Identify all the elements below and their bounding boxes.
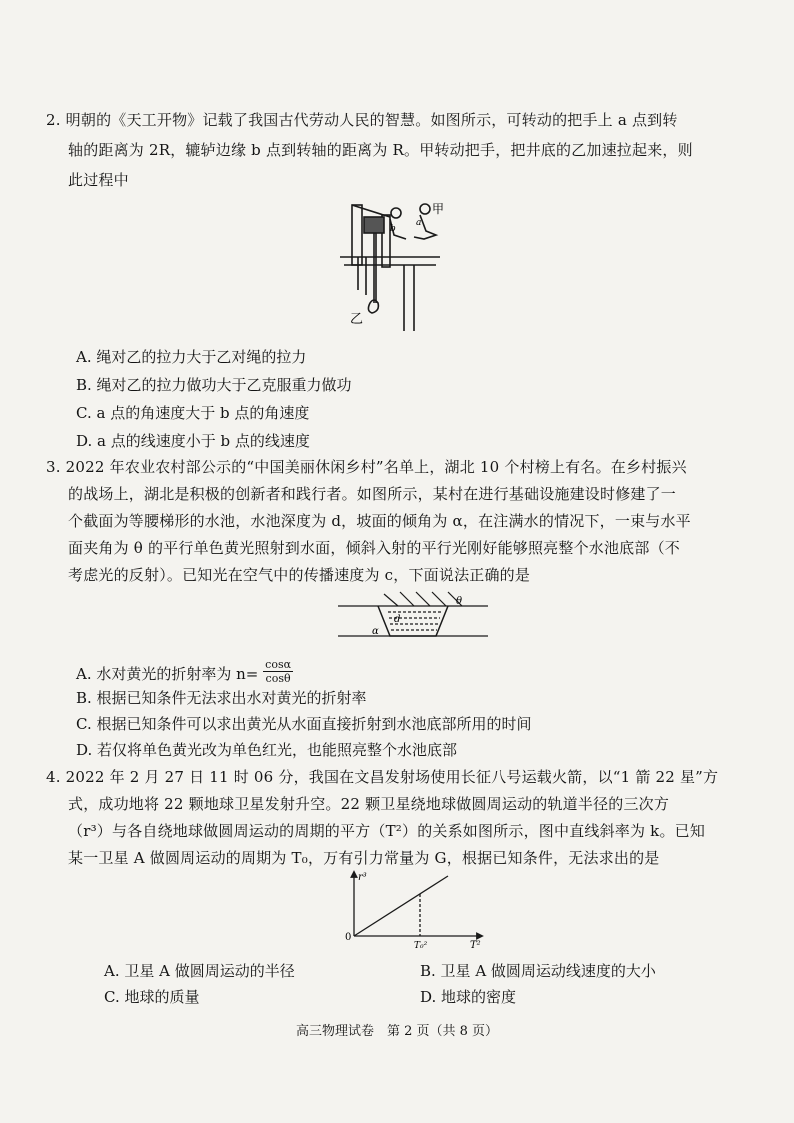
- q2-line-1: 2. 明朝的《天工开物》记载了我国古代劳动人民的智慧。如图所示，可转动的把手上 a 点到转: [46, 111, 678, 129]
- y-axis-label: r³: [358, 872, 367, 883]
- q3-line-1: 3. 2022 年农业农村部公示的“中国美丽休闲乡村”名单上，湖北 10 个村榜上有名。在乡村振兴: [46, 458, 687, 476]
- page-footer: 高三物理试卷 第 2 页（共 8 页）: [295, 1024, 499, 1039]
- q3-option-a-text: A. 水对黄光的折射率为 n=: [76, 665, 259, 683]
- label-yi: 乙: [350, 312, 364, 327]
- r3-vs-t2-graph: [340, 868, 490, 950]
- q4-option-b: B. 卫星 A 做圆周运动线速度的大小: [420, 962, 656, 980]
- label-b: b: [390, 224, 396, 234]
- q2-line-2: 轴的距离为 2R，辘轳边缘 b 点到转轴的距离为 R。甲转动把手，把井底的乙加速拉起来，则: [68, 141, 693, 159]
- q2-option-b: B. 绳对乙的拉力做功大于乙克服重力做功: [76, 376, 352, 394]
- q3-option-c: C. 根据已知条件可以求出黄光从水面直接折射到水池底部所用的时间: [76, 715, 532, 733]
- q2-option-a: A. 绳对乙的拉力大于乙对绳的拉力: [76, 348, 307, 366]
- origin-label: 0: [345, 932, 352, 943]
- q2-option-d: D. a 点的线速度小于 b 点的线速度: [76, 432, 310, 450]
- t0-tick-label: T₀²: [414, 941, 428, 950]
- label-theta: θ: [456, 596, 463, 607]
- pool-figure: [338, 590, 488, 650]
- q4-option-a: A. 卫星 A 做圆周运动的半径: [104, 962, 295, 980]
- q4-line-4: 某一卫星 A 做圆周运动的周期为 T₀，万有引力常量为 G，根据已知条件，无法求出的是: [68, 849, 660, 867]
- q4-line-3: （r³）与各自绕地球做圆周运动的周期的平方（T²）的关系如图所示，图中直线斜率为 k。已知: [68, 822, 706, 840]
- label-alpha: α: [372, 626, 379, 637]
- label-jia: 甲: [432, 202, 445, 216]
- q2-line-3: 此过程中: [68, 171, 129, 189]
- q4-line-2: 式，成功地将 22 颗地球卫星发射升空。22 颗卫星绕地球做圆周运动的轨道半径的三次方: [68, 795, 670, 813]
- q4-option-c: C. 地球的质量: [104, 988, 200, 1006]
- q4-option-d: D. 地球的密度: [420, 988, 517, 1006]
- q3-line-2: 的战场上，湖北是积极的创新者和践行者。如图所示，某村在进行基础设施建设时修建了一: [68, 485, 677, 503]
- q3-line-5: 考虑光的反射）。已知光在空气中的传播速度为 c，下面说法正确的是: [68, 566, 531, 584]
- data-line: [354, 876, 448, 936]
- label-d: d: [394, 614, 401, 625]
- q3-line-4: 面夹角为 θ 的平行单色黄光照射到水面，倾斜入射的平行光刚好能够照亮整个水池底部（不: [68, 539, 680, 557]
- well-windlass-figure: [330, 195, 470, 335]
- q3-option-a-numerator: cosα: [265, 658, 292, 671]
- q2-option-c: C. a 点的角速度大于 b 点的角速度: [76, 404, 310, 422]
- x-axis-label: T²: [470, 940, 481, 950]
- q3-line-3: 个截面为等腰梯形的水池，水池深度为 d，坡面的倾角为 α，在注满水的情况下，一束与水平: [68, 512, 691, 530]
- q3-option-d: D. 若仅将单色黄光改为单色红光，也能照亮整个水池底部: [76, 741, 458, 759]
- q3-option-a-denominator: cosθ: [265, 672, 291, 685]
- q4-line-1: 4. 2022 年 2 月 27 日 11 时 06 分，我国在文昌发射场使用长征八号运载火箭，以“1 箭 22 星”方: [46, 768, 719, 786]
- q3-option-a: [76, 658, 293, 692]
- q3-option-b: B. 根据已知条件无法求出水对黄光的折射率: [76, 689, 367, 707]
- label-a: a: [416, 218, 422, 228]
